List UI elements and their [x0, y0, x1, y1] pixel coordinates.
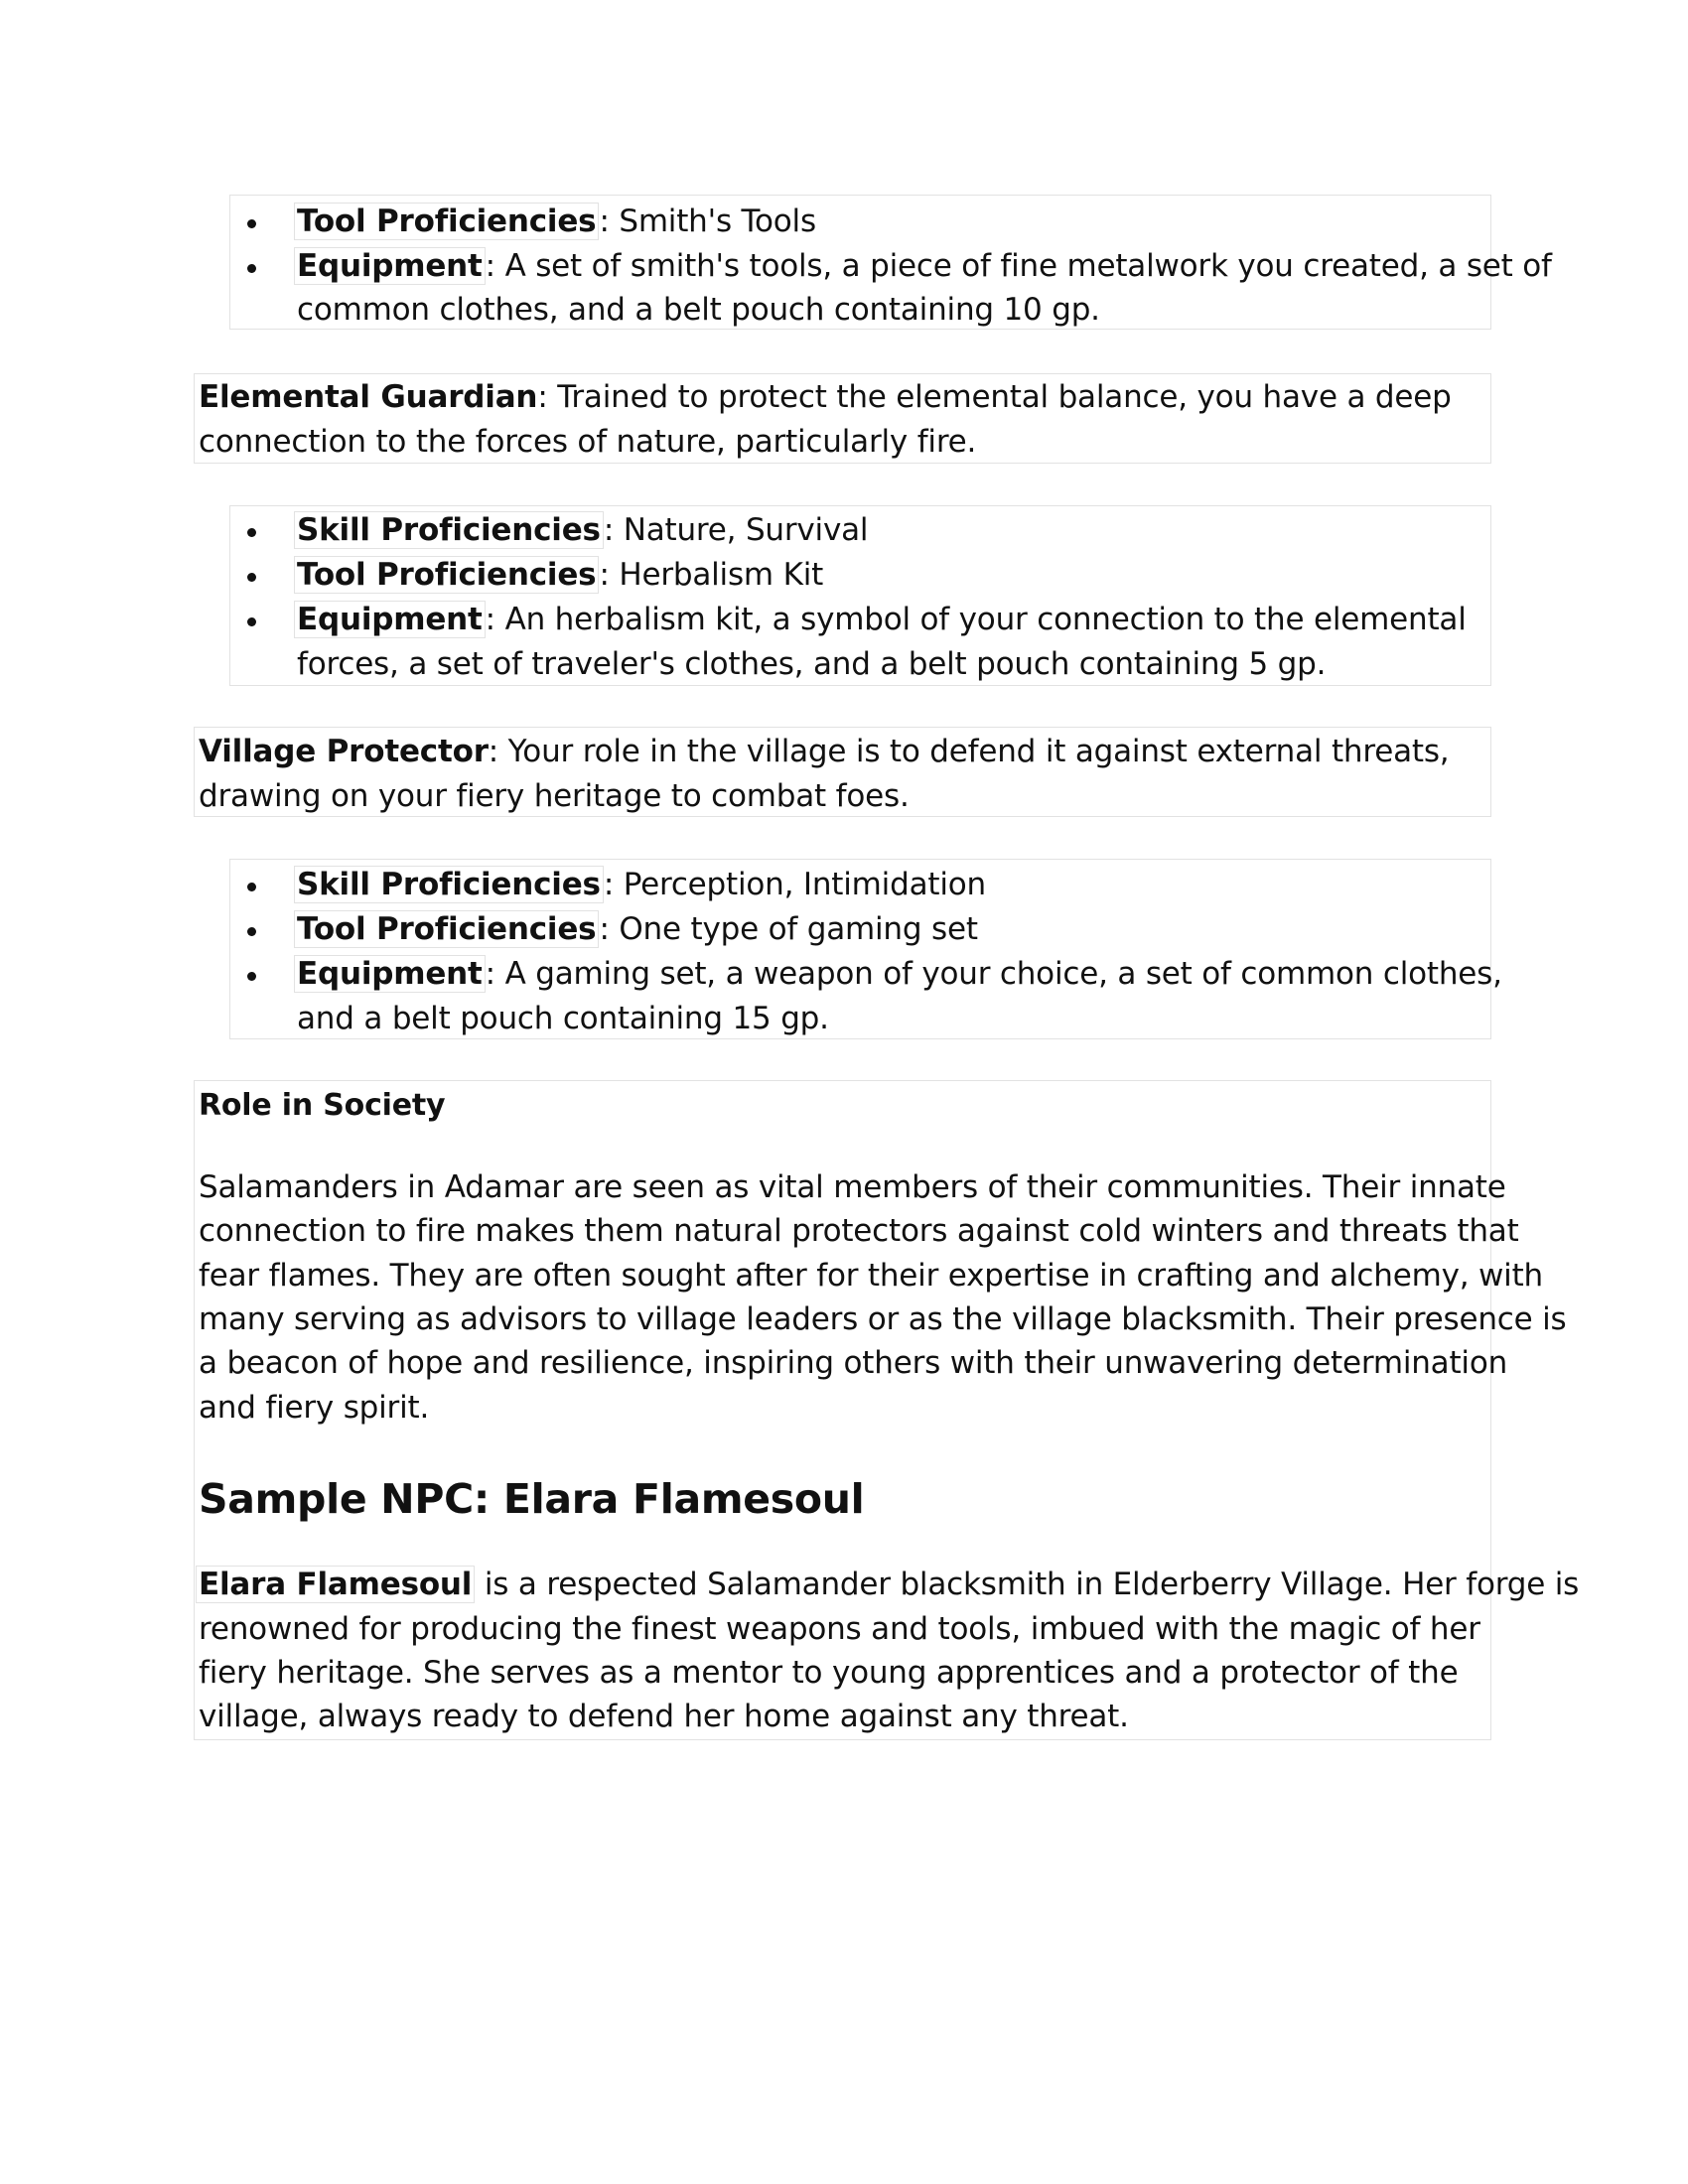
paragraph-line: fear flames. They are often sought after for their expertise in crafting and alchemy, with [199, 1258, 1543, 1294]
list-item-text: : Perception, Intimidation [603, 867, 986, 902]
paragraph-text: is a respected Salamander blacksmith in Elderberry Village. Her forge is [475, 1567, 1580, 1602]
list-item-text: : Smith's Tools [599, 204, 816, 239]
paragraph-term: Elemental Guardian [199, 379, 538, 415]
list-item-text: : An herbalism kit, a symbol of your connection to the elemental [485, 602, 1467, 637]
list-item-term: Equipment [294, 247, 486, 285]
bullet-icon [247, 883, 256, 891]
npc-heading: Sample NPC: Elara Flamesoul [199, 1475, 865, 1523]
list-item-text: : Nature, Survival [603, 512, 869, 548]
list-item-text: : Herbalism Kit [599, 557, 824, 593]
paragraph-line: connection to the forces of nature, particularly fire. [199, 424, 977, 460]
list-item [297, 244, 1552, 288]
list-item-continuation: and a belt pouch containing 15 gp. [297, 1001, 829, 1036]
bullet-icon [247, 264, 256, 273]
list-item-term: Skill Proficiencies [294, 511, 604, 549]
list-item [297, 553, 823, 597]
paragraph-line: drawing on your fiery heritage to combat foes. [199, 778, 910, 814]
list-item [297, 200, 816, 243]
list-item-term: Tool Proficiencies [294, 556, 599, 594]
list-item-term: Equipment [294, 955, 486, 993]
bullet-icon [247, 927, 256, 936]
list-item-term: Equipment [294, 601, 486, 638]
list-item [297, 598, 1467, 641]
bullet-icon [247, 528, 256, 537]
section-heading: Role in Society [199, 1088, 446, 1123]
paragraph-line [199, 730, 1449, 773]
bullet-icon [247, 972, 256, 981]
paragraph-line [199, 1563, 1579, 1606]
list-item-text: : A set of smith's tools, a piece of fine metalwork you created, a set of [485, 248, 1552, 284]
paragraph-line [199, 375, 1452, 419]
list-item [297, 508, 868, 552]
paragraph-line: many serving as advisors to village leaders or as the village blacksmith. Their presence is [199, 1301, 1567, 1337]
paragraph-line: village, always ready to defend her home against any threat. [199, 1699, 1129, 1734]
paragraph-line: renowned for producing the finest weapons and tools, imbued with the magic of her [199, 1611, 1480, 1647]
list-item-term: Tool Proficiencies [294, 203, 599, 240]
paragraph-text: : Trained to protect the elemental balance, you have a deep [537, 379, 1452, 415]
paragraph-line: a beacon of hope and resilience, inspiring others with their unwavering determination [199, 1345, 1508, 1381]
list-item-term: Skill Proficiencies [294, 866, 604, 903]
paragraph-line: connection to fire makes them natural protectors against cold winters and threats that [199, 1213, 1519, 1249]
list-item-continuation: forces, a set of traveler's clothes, and a belt pouch containing 5 gp. [297, 646, 1327, 682]
paragraph-text: : Your role in the village is to defend it against external threats, [488, 734, 1450, 769]
npc-name: Elara Flamesoul [196, 1566, 475, 1603]
paragraph-line: Salamanders in Adamar are seen as vital members of their communities. Their innate [199, 1169, 1506, 1205]
list-item [297, 863, 986, 906]
bullet-icon [247, 617, 256, 626]
paragraph-line: and fiery spirit. [199, 1390, 430, 1426]
paragraph-line: fiery heritage. She serves as a mentor to young apprentices and a protector of the [199, 1655, 1459, 1691]
bullet-icon [247, 573, 256, 582]
list-item-text: : One type of gaming set [599, 911, 978, 947]
paragraph-term: Village Protector [199, 734, 489, 769]
list-item-text: : A gaming set, a weapon of your choice, a set of common clothes, [485, 956, 1502, 992]
list-item [297, 907, 978, 951]
list-item-continuation: common clothes, and a belt pouch containing 10 gp. [297, 292, 1100, 328]
list-item [297, 952, 1502, 996]
bullet-icon [247, 219, 256, 228]
list-item-term: Tool Proficiencies [294, 910, 599, 948]
